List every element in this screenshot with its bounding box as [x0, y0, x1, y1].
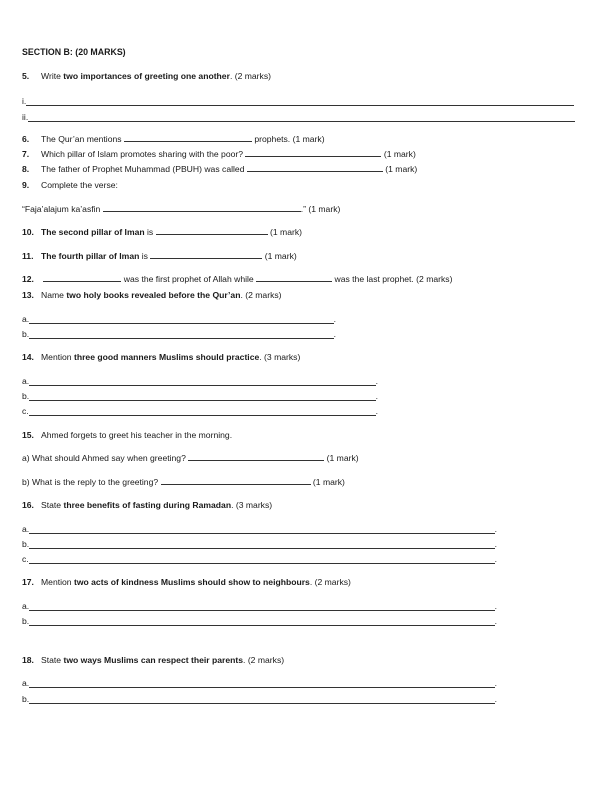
question-12: 12. was the first prophet of Allah while was the last prophet. (2 marks) [22, 274, 453, 284]
answer-18-b[interactable]: b. . [22, 694, 497, 704]
answer-16-b[interactable]: b. . [22, 539, 497, 549]
answer-16-c[interactable]: c. . [22, 554, 497, 564]
answer-11-blank[interactable] [150, 251, 262, 259]
question-15b: b) What is the reply to the greeting? (1 mark) [22, 477, 345, 487]
question-15: 15. Ahmed forgets to greet his teacher in the morning. [22, 430, 233, 440]
question-13: 13. Name two holy books revealed before the Qur’an. (2 marks) [22, 290, 282, 300]
verse-line: “Faja’alajum ka’asfin .” (1 mark) [22, 204, 341, 214]
answer-9-blank[interactable] [103, 204, 301, 212]
answer-15b-blank[interactable] [161, 477, 311, 485]
question-9: 9. Complete the verse: [22, 180, 118, 190]
question-7: 7. Which pillar of Islam promotes sharing with the poor? (1 mark) [22, 149, 416, 159]
answer-17-a[interactable]: a. . [22, 601, 497, 611]
question-8: 8. The father of Prophet Muhammad (PBUH) was called (1 mark) [22, 164, 418, 174]
answer-13-a[interactable]: a. . [22, 314, 336, 324]
question-16: 16. State three benefits of fasting during Ramadan. (3 marks) [22, 500, 273, 510]
question-6: 6. The Qur’an mentions prophets. (1 mark) [22, 134, 325, 144]
question-15a: a) What should Ahmed say when greeting? (1 mark) [22, 453, 359, 463]
answer-6-blank[interactable] [124, 134, 252, 142]
question-10: 10. The second pillar of Iman is (1 mark) [22, 227, 302, 237]
answer-14-a[interactable]: a. . [22, 376, 378, 386]
answer-12-last-blank[interactable] [256, 274, 332, 282]
answer-16-a[interactable]: a. . [22, 524, 497, 534]
question-11: 11. The fourth pillar of Iman is (1 mark) [22, 251, 297, 261]
question-14: 14. Mention three good manners Muslims should practice. (3 marks) [22, 352, 301, 362]
answer-10-blank[interactable] [156, 227, 268, 235]
answer-18-a[interactable]: a. . [22, 678, 497, 688]
answer-12-first-blank[interactable] [43, 274, 121, 282]
question-5: 5. Write two importances of greeting one another. (2 marks) [22, 71, 271, 81]
question-18: 18. State two ways Muslims can respect their parents. (2 marks) [22, 655, 285, 665]
answer-17-b[interactable]: b. . [22, 616, 497, 626]
question-17: 17. Mention two acts of kindness Muslims should show to neighbours. (2 marks) [22, 577, 351, 587]
answer-13-b[interactable]: b. . [22, 329, 336, 339]
answer-15a-blank[interactable] [188, 453, 324, 461]
section-title: SECTION B: (20 MARKS) [22, 47, 126, 57]
answer-14-c[interactable]: c. . [22, 406, 378, 416]
answer-14-b[interactable]: b. . [22, 391, 378, 401]
answer-8-blank[interactable] [247, 164, 383, 172]
answer-7-blank[interactable] [245, 149, 381, 157]
answer-5-ii[interactable]: ii. [22, 112, 575, 122]
answer-5-i[interactable]: i. [22, 96, 574, 106]
